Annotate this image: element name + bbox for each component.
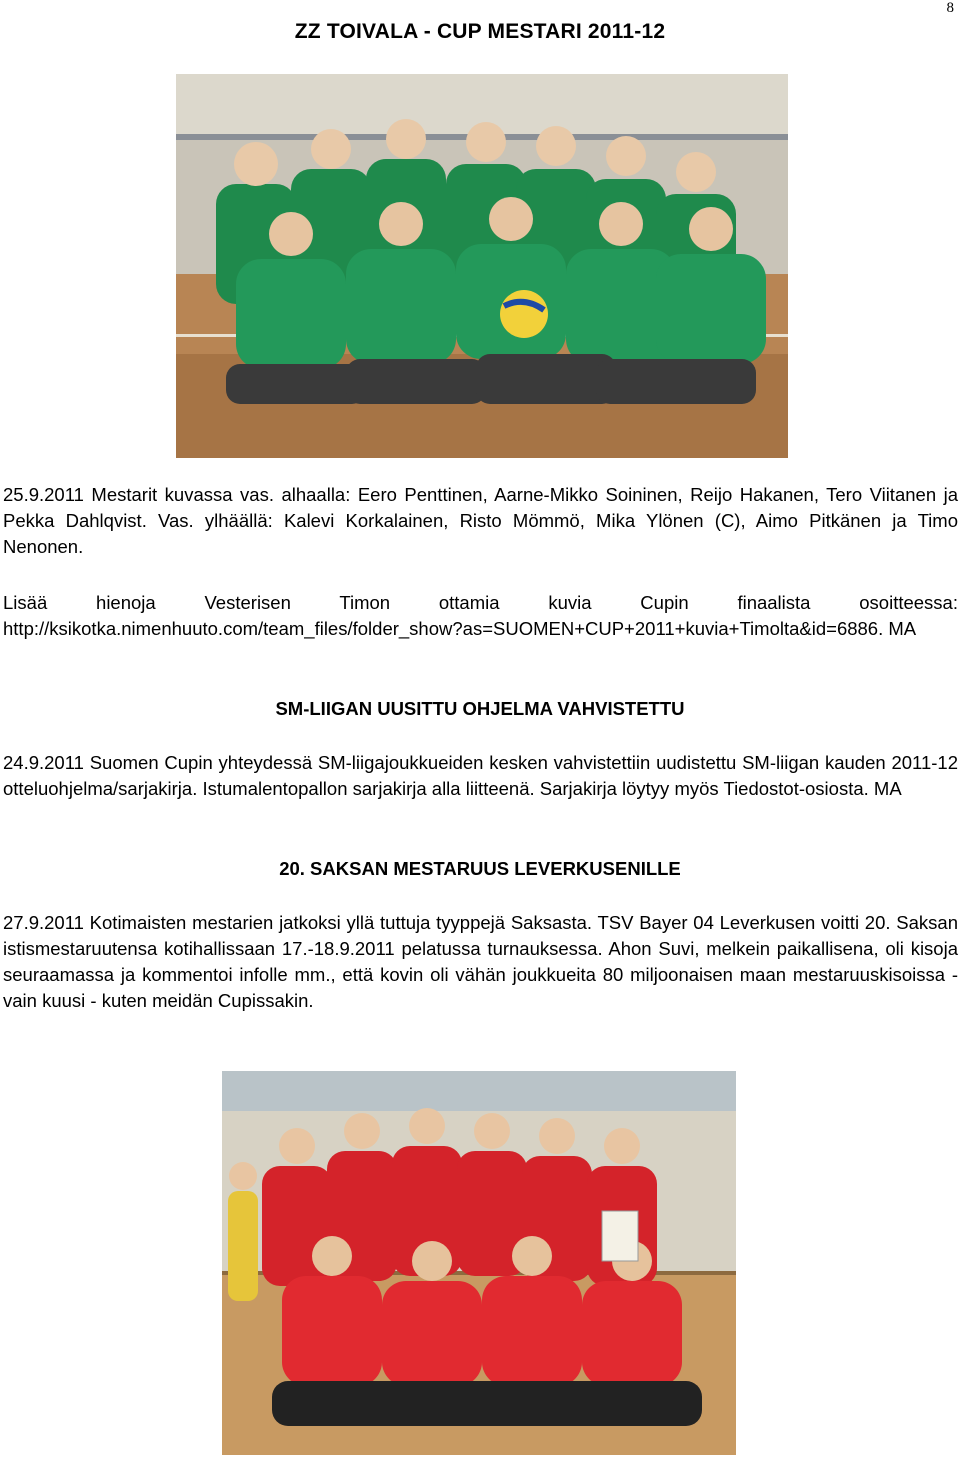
photo-link-paragraph: Lisää hienoja Vesterisen Timon ottamia kuvia Cupin finaalista osoitteessa: http://ksikotka.nimenhuuto.com/team_files/folder_show?as=SUOMEN+CUP+2011+kuvia+Timolta&id=6886. MA [3, 592, 958, 639]
saksa-body: 27.9.2011 Kotimaisten mestarien jatkoksi yllä tuttuja tyyppejä Saksasta. TSV Bayer 04 Leverkusen voitti 20. Saksan istismestaruutensa kotihallissaan 17.-18.9.2011 pelatussa turnauksessa. Ahon Suvi, melkein paikallisena, oli kisoja seuraamassa ja kommentoi infolle mm., että kovin oli vähän joukkueita 80 miljoonaisen maan mestaruuskisoissa - vain kuusi - kuten meidän Cupissakin. [3, 912, 958, 1011]
team-photo [176, 74, 788, 458]
leverkusen-photo-icon [222, 1071, 736, 1455]
page-number: 8 [946, 0, 954, 16]
page-title: ZZ TOIVALA - CUP MESTARI 2011-12 [294, 20, 666, 43]
leverkusen-photo [222, 1071, 736, 1455]
team-photo-caption: 25.9.2011 Mestarit kuvassa vas. alhaalla: Eero Penttinen, Aarne-Mikko Soininen, Reijo Hakanen, Tero Viitanen ja Pekka Dahlqvist. Vas. ylhäällä: Kalevi Korkalainen, Risto Mömmö, Mika Ylönen (C), Aimo Pitkänen ja Timo Nenonen. [3, 484, 958, 557]
saksa-heading: 20. SAKSAN MESTARUUS LEVERKUSENILLE [279, 858, 681, 879]
sm-liiga-heading: SM-LIIGAN UUSITTU OHJELMA VAHVISTETTU [275, 698, 685, 719]
team-photo-icon [176, 74, 788, 458]
sm-liiga-body: 24.9.2011 Suomen Cupin yhteydessä SM-liigajoukkueiden kesken vahvistettiin uudistettu SM-liigan kauden 2011-12 otteluohjelma/sarjakirja. Istumalentopallon sarjakirja alla liitteenä. Sarjakirja löytyy myös Tiedostot-osiosta. MA [3, 752, 958, 799]
